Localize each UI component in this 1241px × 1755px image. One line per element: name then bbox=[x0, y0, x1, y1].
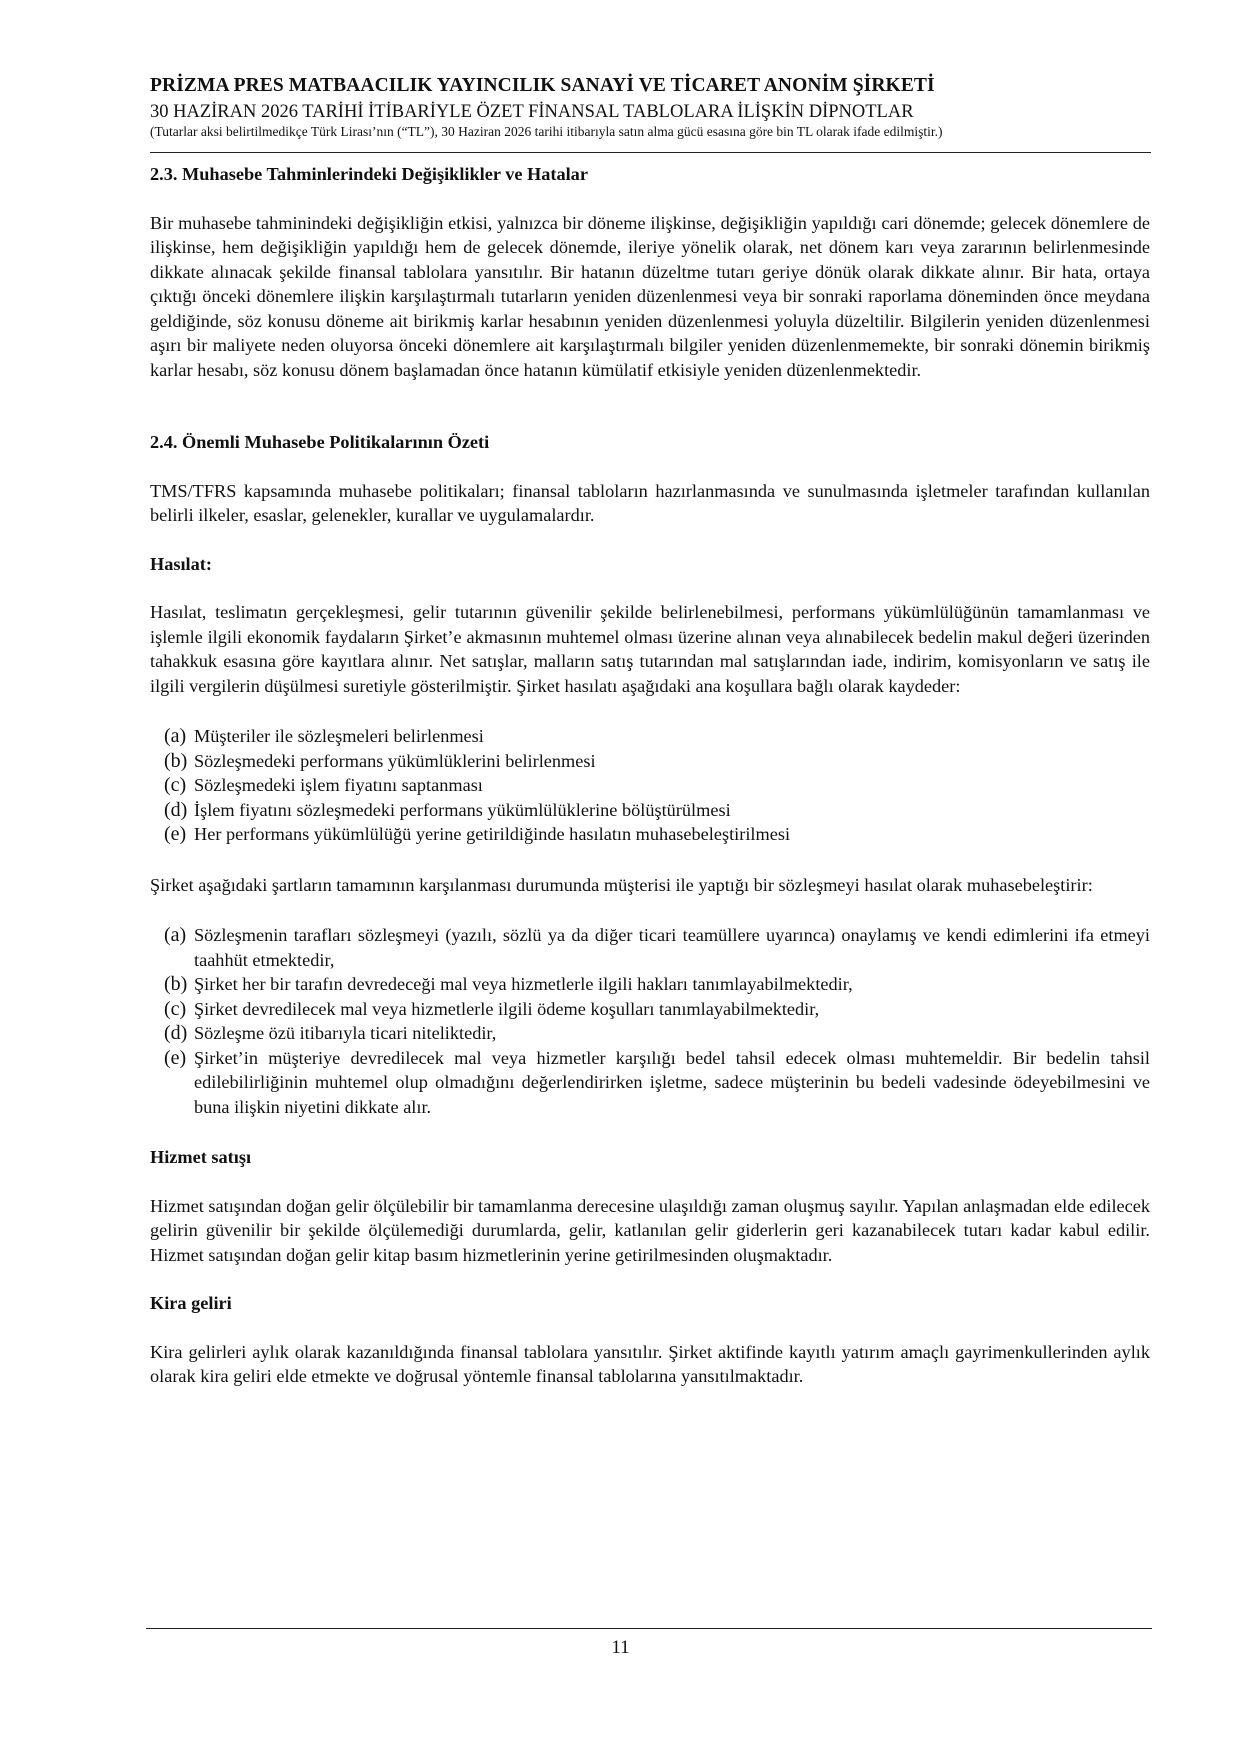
contract-conditions-paragraph: Şirket aşağıdaki şartların tamamının karşılanması durumunda müşterisi ile yaptığı bir sözleşmeyi hasılat olarak muhasebeleştirir: bbox=[150, 874, 1093, 895]
list-item bbox=[164, 822, 1150, 847]
rental-income-heading: Kira geliri bbox=[150, 1293, 232, 1313]
list-item bbox=[164, 997, 1150, 1022]
list-marker: (e) bbox=[164, 1046, 187, 1069]
list-item-text: İşlem fiyatını sözleşmedeki performans yükümlülüklerine bölüştürülmesi bbox=[194, 799, 731, 820]
list-item-text: Sözleşmenin tarafları sözleşmeyi (yazılı, sözlü ya da diğer ticari teamüllere uyarınca) onaylamış ve kendi edimlerini ifa etmeyi taahhüt etmektedir, bbox=[194, 925, 1150, 970]
list-item-text: Şirket her bir tarafın devredeceği mal veya hizmetlerle ilgili hakları tanımlayabilmektedir, bbox=[194, 974, 853, 994]
page-header bbox=[150, 74, 1150, 140]
revenue-steps-list bbox=[150, 724, 1150, 847]
list-item bbox=[164, 972, 1150, 997]
section-2-4-heading: 2.4. Önemli Muhasebe Politikalarının Özeti bbox=[150, 432, 490, 452]
list-marker: (c) bbox=[164, 774, 187, 796]
page-number: 11 bbox=[611, 1637, 630, 1658]
list-item-text: Şirket’in müşteriye devredilecek mal veya hizmetler karşılığı bedel tahsil edecek olması muhtemeldir. Bir bedelin tahsil edilebilirliğinin muhtemel olup olmadığını değerlendirirken işletme, sadece müşterinin bu bedeli vadesinde ödeyebilmesini ve buna ilişkin niyetini dikkate alır. bbox=[194, 1047, 1150, 1117]
document-body bbox=[150, 162, 1150, 1389]
list-item bbox=[164, 798, 1150, 823]
section-2-4-paragraph: TMS/TFRS kapsamında muhasebe politikaları; finansal tabloların hazırlanmasında ve sunulmasında işletmeler tarafından kullanılan belirli ilkeler, esaslar, gelenekler, kurallar ve uygulamalardır. bbox=[150, 480, 1150, 525]
report-subtitle: 30 HAZİRAN 2026 TARİHİ İTİBARİYLE ÖZET FİNANSAL TABLOLARA İLİŞKİN DİPNOTLAR bbox=[150, 102, 914, 122]
list-item-text: Her performans yükümlülüğü yerine getirildiğinde hasılatın muhasebeleştirilmesi bbox=[194, 824, 791, 844]
service-sales-paragraph: Hizmet satışından doğan gelir ölçülebilir bir tamamlanma derecesine ulaşıldığı zaman oluşmuş sayılır. Yapılan anlaşmadan elde edilecek gelirin güvenilir bir şekilde ölçülemediği durumlarda, gelir, katlanılan gelir giderlerin geri kazanabilecek tutarı kadar kabul edilir. Hizmet satışından doğan gelir kitap basım hizmetlerinin yerine getirilmesinden oluşmaktadır. bbox=[150, 1195, 1150, 1265]
contract-conditions-list bbox=[150, 923, 1150, 1119]
list-item bbox=[164, 1021, 1150, 1046]
footer-divider bbox=[146, 1628, 1152, 1629]
revenue-paragraph: Hasılat, teslimatın gerçekleşmesi, gelir tutarının güvenilir şekilde belirlenebilmesi, performans yükümlülüğünün tamamlanması ve işlemle ilgili ekonomik faydaların Şirket’e akmasının muhtemel olması üzerine alınan veya alınabilecek bedelin makul değeri üzerinden tahakkuk esasına göre kayıtlara alınır. Net satışlar, malların satış tutarından mal satışlarından iade, indirim, komisyonların ve satış ile ilgili vergilerin düşülmesi suretiyle gösterilmiştir. Şirket hasılatı aşağıdaki ana koşullara bağlı olarak kaydeder: bbox=[150, 602, 1150, 696]
list-item bbox=[164, 749, 1150, 774]
list-marker: (d) bbox=[164, 798, 188, 821]
list-item bbox=[164, 724, 1150, 749]
section-2-3-heading: 2.3. Muhasebe Tahminlerindeki Değişiklikler ve Hatalar bbox=[150, 164, 588, 184]
list-item-text: Sözleşmedeki işlem fiyatını saptanması bbox=[194, 775, 483, 795]
list-marker: (a) bbox=[164, 725, 187, 747]
list-marker: (b) bbox=[164, 749, 188, 772]
header-divider bbox=[150, 152, 1151, 153]
list-item bbox=[164, 923, 1150, 972]
list-marker: (e) bbox=[164, 823, 187, 845]
rental-income-paragraph: Kira gelirleri aylık olarak kazanıldığında finansal tablolara yansıtılır. Şirket aktifinde kayıtlı yatırım amaçlı gayrimenkullerinden aylık olarak kira geliri elde etmekte ve doğrusal yöntemle finansal tablolarına yansıtılmaktadır. bbox=[150, 1341, 1150, 1386]
company-name: PRİZMA PRES MATBAACILIK YAYINCILIK SANAYİ VE TİCARET ANONİM ŞİRKETİ bbox=[150, 75, 935, 96]
list-marker: (d) bbox=[164, 1022, 188, 1044]
list-item-text: Müşteriler ile sözleşmeleri belirlenmesi bbox=[194, 726, 484, 746]
list-item bbox=[164, 773, 1150, 798]
service-sales-heading: Hizmet satışı bbox=[150, 1147, 252, 1167]
revenue-heading: Hasılat: bbox=[150, 553, 212, 574]
section-2-3-paragraph: Bir muhasebe tahminindeki değişikliğin etkisi, yalnızca bir döneme ilişkinse, değişikliğin yapıldığı cari dönemde; gelecek dönemlere de ilişkinse, hem değişikliğin yapıldığı hem de gelecek dönemde, ileriye yönelik olarak, net dönem karı veya zararının belirlenmesinde dikkate alınacak şekilde finansal tablolara yansıtılır. Bir hatanın düzeltme tutarı geriye dönük olarak dikkate alınır. Bir hata, ortaya çıktığı önceki dönemlere ilişkin karşılaştırmalı tutarların yeniden düzenlenmesi veya bir sonraki raporlama döneminden önce meydana geldiğinde, söz konusu döneme ait birikmiş karlar hesabının yeniden düzenlenmesi yoluyla düzeltilir. Bilgilerin yeniden düzenlenmesi aşırı bir maliyete neden oluyorsa önceki dönemlere ait karşılaştırmalı bilgiler yeniden düzenlenmemekte, bir sonraki dönemin birikmiş karlar hesabı, söz konusu dönem başlamadan önce hatanın kümülatif etkisiyle yeniden düzenlenmektedir. bbox=[150, 212, 1150, 380]
list-marker: (b) bbox=[164, 973, 188, 995]
list-marker: (a) bbox=[164, 924, 187, 946]
list-item-text: Sözleşmedeki performans yükümlüklerini belirlenmesi bbox=[194, 750, 596, 771]
list-item bbox=[164, 1046, 1150, 1120]
currency-note: (Tutarlar aksi belirtilmedikçe Türk Lirası’nın (“TL”), 30 Haziran 2026 tarihi itibarıyla satın alma gücü esasına göre bin TL olarak ifade edilmiştir.) bbox=[150, 124, 943, 139]
list-item-text: Şirket devredilecek mal veya hizmetlerle ilgili ödeme koşulları tanımlayabilmektedir, bbox=[194, 998, 820, 1019]
list-item-text: Sözleşme özü itibarıyla ticari niteliktedir, bbox=[194, 1023, 497, 1043]
list-marker: (c) bbox=[164, 997, 187, 1020]
